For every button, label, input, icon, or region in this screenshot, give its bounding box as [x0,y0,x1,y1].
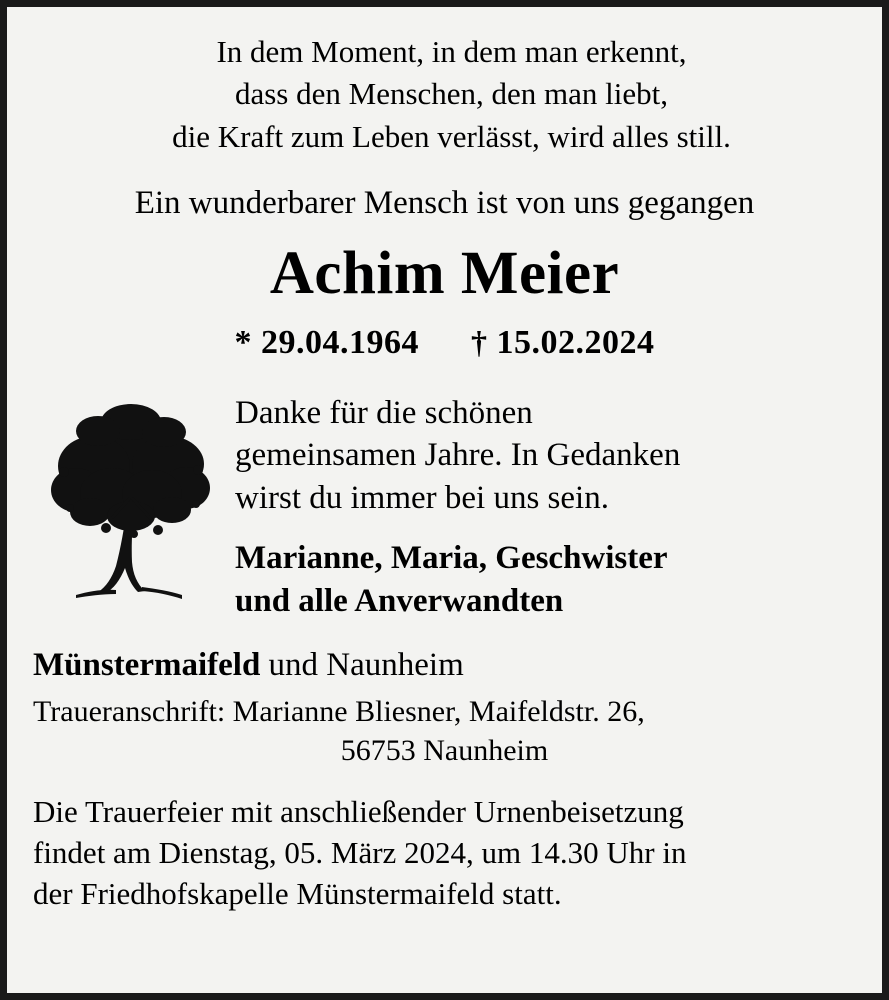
place-primary: Münstermaifeld [33,646,261,683]
birth-date: 29.04.1964 [261,324,419,362]
poem-block [33,31,856,158]
intro-line: Ein wunderbarer Mensch ist von uns gegangen [134,185,755,222]
family-block [235,537,856,623]
poem-line-3: die Kraft zum Leben verlässt, wird alles still. [172,118,731,154]
ceremony-details [33,792,856,915]
ceremony-line-2: findet am Dienstag, 05. März 2024, um 14.30 Uhr in [33,834,687,870]
thanks-line-1: Danke für die schönen [235,395,533,432]
deceased-name: Achim Meier [269,240,620,307]
place-secondary: und Naunheim [260,646,464,683]
poem-line-1: In dem Moment, in dem man erkennt, [216,34,687,69]
family-line-2: und alle Anverwandten [235,582,564,619]
ceremony-line-3: der Friedhofskapelle Münstermaifeld statt. [33,875,562,911]
poem-line-2: dass den Menschen, den man liebt, [234,76,669,112]
ceremony-line-1: Die Trauerfeier mit anschließender Urnenbeisetzung [33,793,684,829]
birth-symbol: * [234,324,252,362]
family-line-1: Marianne, Maria, Geschwister [235,539,668,576]
thanks-block [235,392,856,519]
address-line-2: 56753 Naunheim [340,733,549,767]
thanks-line-3: wirst du immer bei uns sein. [235,479,609,516]
mourning-address [33,692,856,770]
message-section [33,392,856,622]
message-text [229,392,856,622]
death-date: 15.02.2024 [496,324,655,362]
thanks-line-2: gemeinsamen Jahre. In Gedanken [235,437,681,474]
life-dates [33,324,856,362]
tree-icon [33,392,229,613]
death-symbol: † [471,324,488,361]
places-line [33,645,856,686]
address-line-1: Traueranschrift: Marianne Bliesner, Maifeldstr. 26, [33,694,645,728]
